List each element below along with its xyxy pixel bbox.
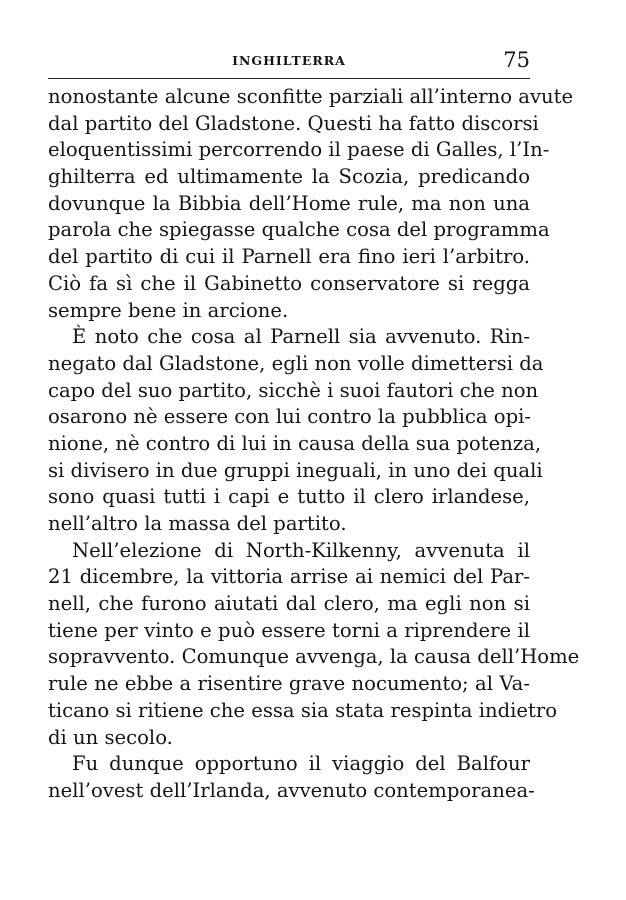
text-line: eloquentissimi percorrendo il paese di Galles, l’In- xyxy=(48,138,550,162)
text-line: sono quasi tutti i capi e tutto il clero irlandese, xyxy=(48,485,530,509)
page-number: 75 xyxy=(503,48,530,72)
body-text xyxy=(48,84,580,805)
text-line: dovunque la Bibbia dell’Home rule, ma non una xyxy=(48,191,530,215)
text-line: capo del suo partito, sicchè i suoi fautori che non xyxy=(48,378,539,402)
text-line: parola che spiegasse qualche cosa del programma xyxy=(48,218,550,242)
text-line: nell’altro la massa del partito. xyxy=(48,512,347,535)
text-line: È noto che cosa al Parnell sia avvenuto. Rin- xyxy=(72,325,530,349)
text-line: 21 dicembre, la vittoria arrise ai nemici del Par- xyxy=(48,565,530,589)
text-line: rule ne ebbe a risentire grave nocumento; al Va- xyxy=(48,672,530,696)
text-line: tiene per vinto e può essere torni a riprendere il xyxy=(48,618,530,642)
text-line: negato dal Gladstone, egli non volle dimettersi da xyxy=(48,351,544,375)
text-line: Ciò fa sì che il Gabinetto conservatore si regga xyxy=(48,271,530,295)
text-line: ghilterra ed ultimamente la Scozia, predicando xyxy=(48,165,530,189)
text-line: del partito di cui il Parnell era fino ieri l’arbitro. xyxy=(48,245,530,269)
header-rule xyxy=(48,78,530,79)
text-line: nell, che furono aiutati dal clero, ma egli non si xyxy=(48,592,530,616)
text-line: di un secolo. xyxy=(48,725,173,749)
text-line: nell’ovest dell’Irlanda, avvenuto contemporanea- xyxy=(48,778,535,802)
text-line: nione, nè contro di lui in causa della sua potenza, xyxy=(48,431,542,455)
running-title: INGHILTERRA xyxy=(232,53,346,68)
text-line: dal partito del Gladstone. Questi ha fatto discorsi xyxy=(48,111,539,135)
text-line: sempre bene in arcione. xyxy=(48,298,289,322)
text-line: sopravvento. Comunque avvenga, la causa dell’Home xyxy=(48,645,580,669)
text-line: Fu dunque opportuno il viaggio del Balfour xyxy=(72,752,530,776)
text-line: si divisero in due gruppi ineguali, in uno dei quali xyxy=(48,458,543,482)
text-line: osarono nè essere con lui contro la pubblica opi- xyxy=(48,405,531,429)
text-line: nonostante alcune sconfitte parziali all’interno avute xyxy=(48,85,574,108)
text-line: ticano si ritiene che essa sia stata respinta indietro xyxy=(48,698,558,722)
text-line: Nell’elezione di North-Kilkenny, avvenuta il xyxy=(72,538,530,562)
running-header xyxy=(48,48,530,78)
